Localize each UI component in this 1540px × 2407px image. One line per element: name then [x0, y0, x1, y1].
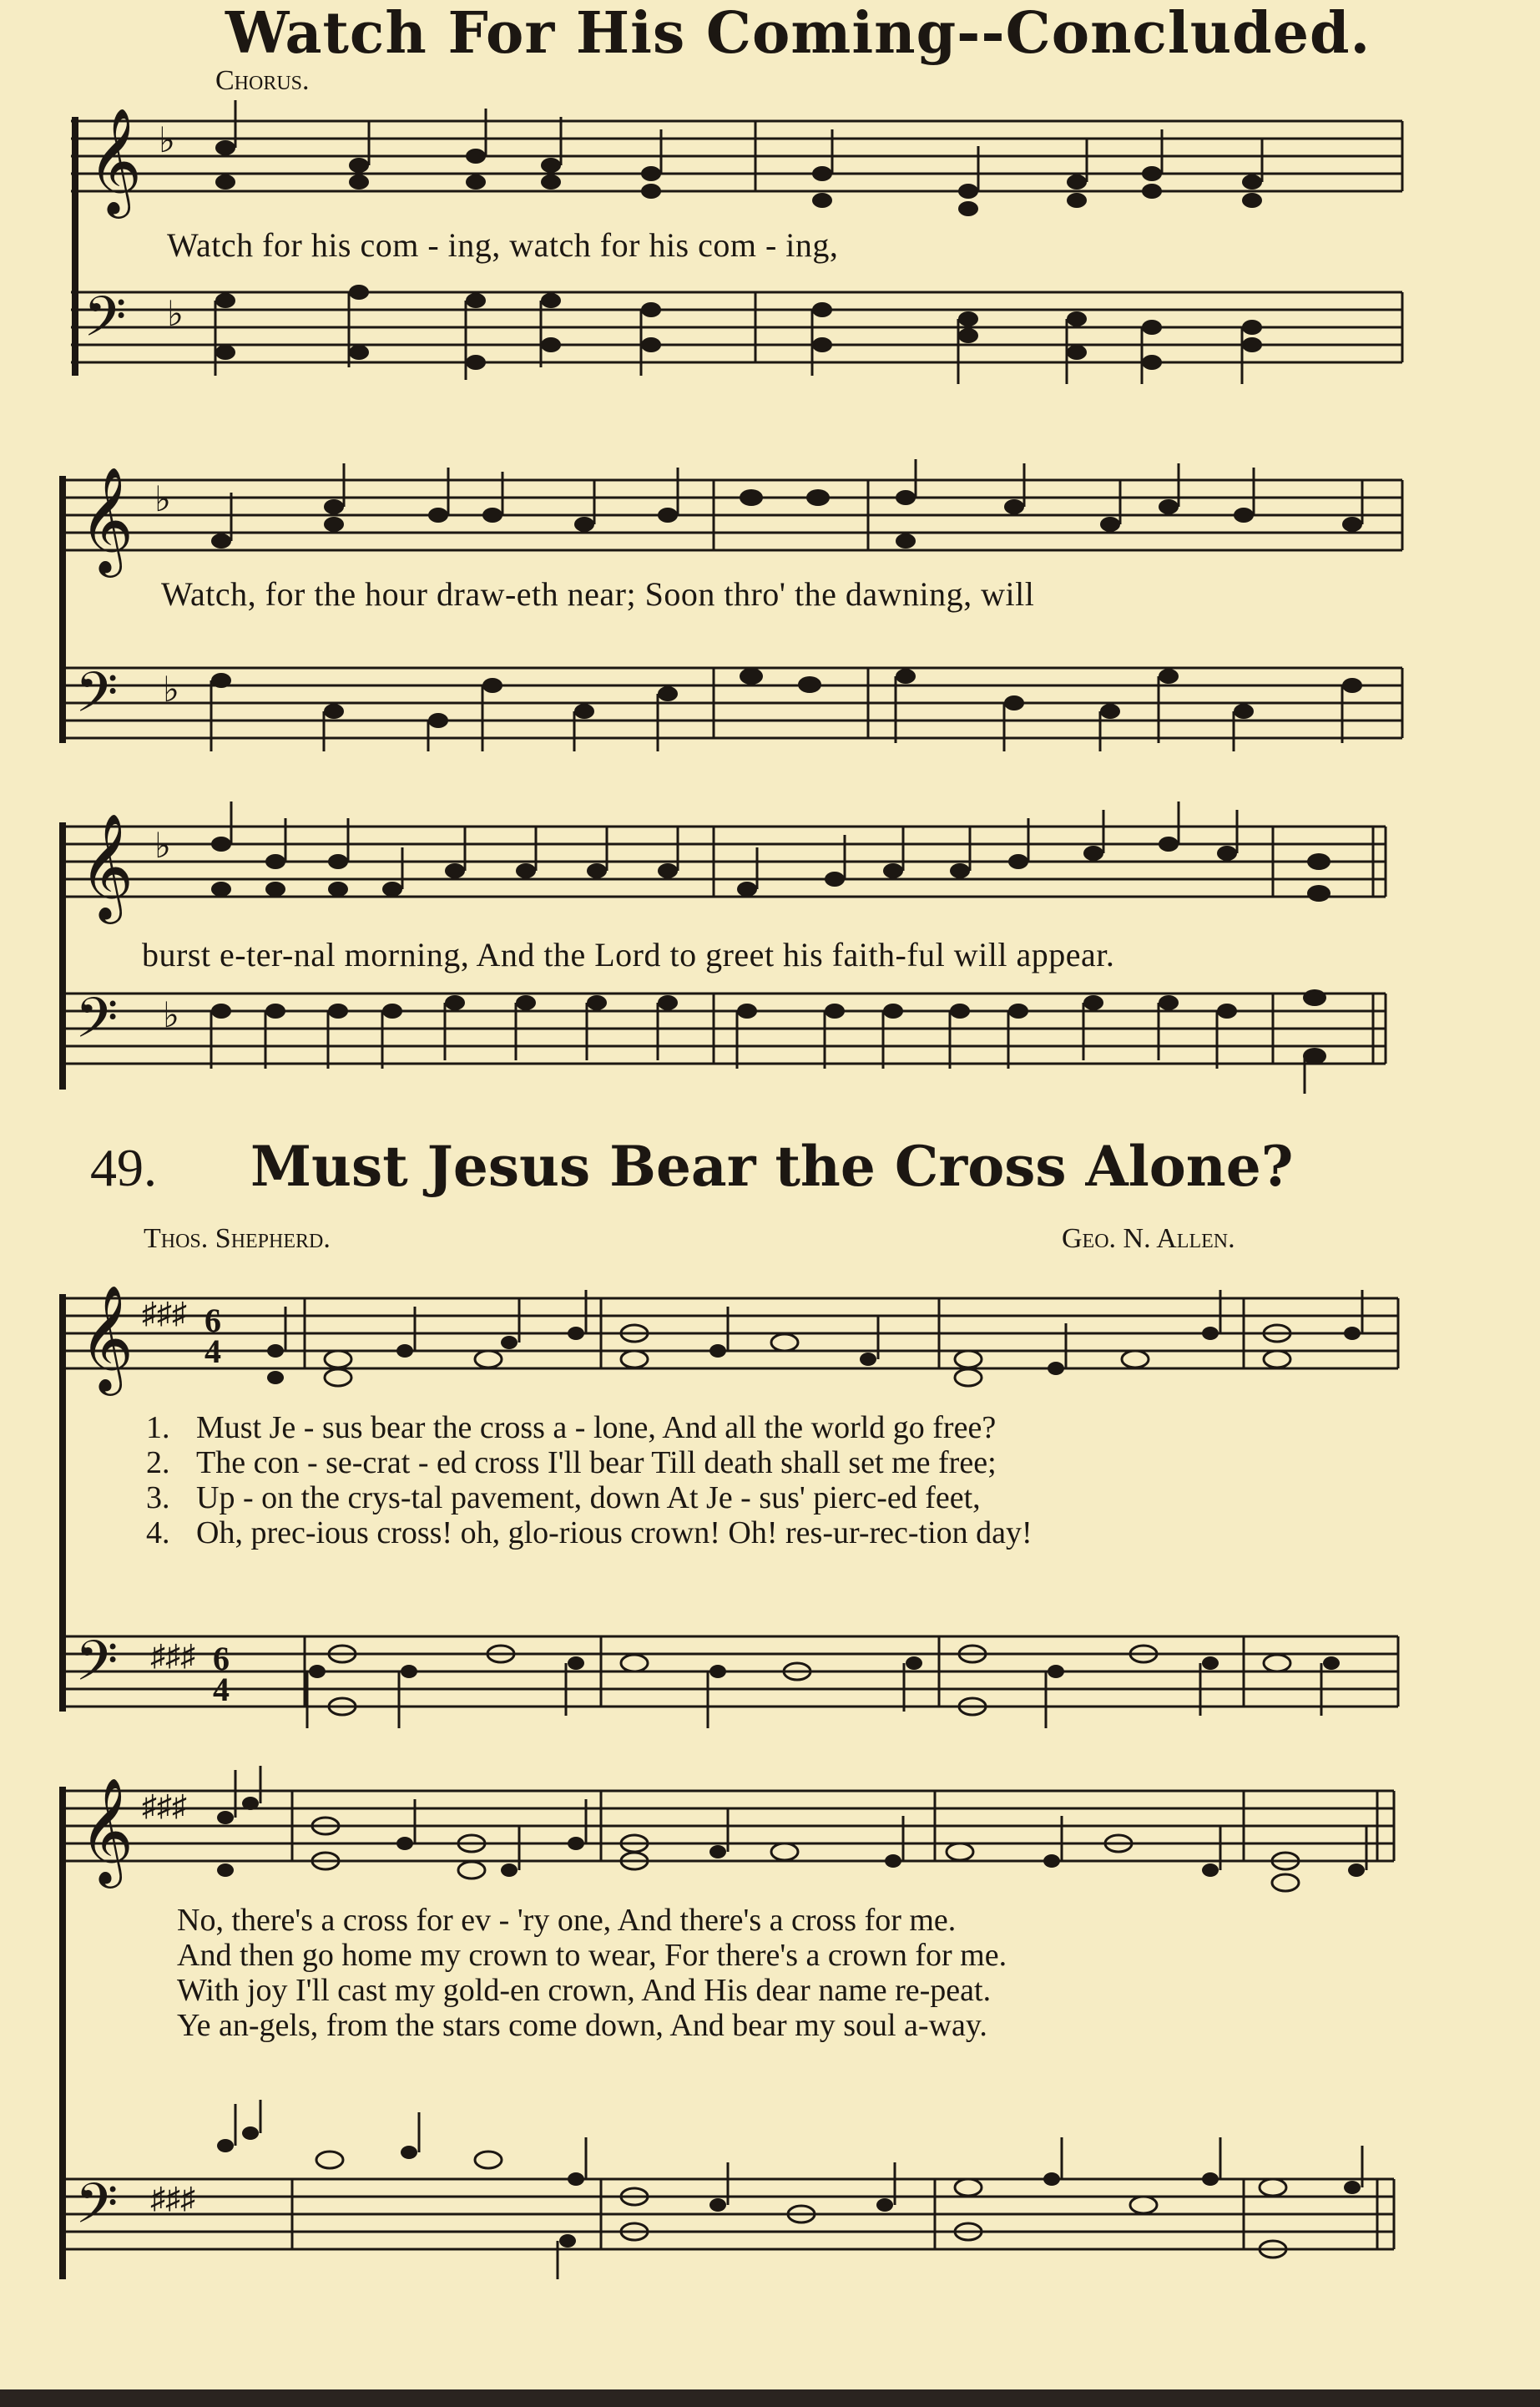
- svg-text:𝄢: 𝄢: [83, 285, 127, 362]
- verse-1-line-2: No, there's a cross for ev - 'ry one, And there's a cross for me.: [177, 1903, 957, 1938]
- svg-text:𝄞: 𝄞: [79, 466, 134, 573]
- svg-text:♯♯♯: ♯♯♯: [142, 1789, 187, 1823]
- svg-text:6: 6: [213, 1640, 230, 1677]
- svg-text:♭: ♭: [159, 122, 175, 160]
- chorus-lyric-line-1: Watch for his com - ing, watch for his com - ing,: [167, 226, 839, 264]
- verse-2-line-2: And then go home my crown to wear, For there's a crown for me.: [177, 1938, 1007, 1973]
- svg-text:𝄢: 𝄢: [75, 2172, 119, 2249]
- page-bottom-edge: [0, 2389, 1540, 2407]
- verse-1-line-1: 1. Must Je - sus bear the cross a - lone, And all the world go free?: [146, 1410, 997, 1445]
- score-system-1: [0, 100, 1540, 384]
- svg-text:𝄢: 𝄢: [75, 1629, 119, 1707]
- svg-text:𝄞: 𝄞: [79, 1284, 134, 1391]
- verse-4-line-1: 4. Oh, prec-ious cross! oh, glo-rious crown! Oh! res-ur-rec-tion day!: [146, 1515, 1033, 1550]
- svg-text:♯♯♯: ♯♯♯: [142, 1297, 187, 1330]
- svg-text:♭: ♭: [163, 671, 179, 710]
- hymn-title-must-jesus-bear-the-cross: Must Jesus Bear the Cross Alone?: [250, 1134, 1294, 1199]
- svg-text:♯♯♯: ♯♯♯: [150, 2182, 195, 2215]
- svg-text:𝄞: 𝄞: [88, 107, 143, 214]
- chorus-label: Chorus.: [215, 65, 310, 96]
- composer-credit: Geo. N. Allen.: [1062, 1223, 1235, 1254]
- score-system-5: [0, 1753, 1540, 2279]
- svg-text:𝄢: 𝄢: [75, 660, 119, 738]
- lyricist-credit: Thos. Shepherd.: [144, 1223, 331, 1254]
- hymn-number: 49.: [90, 1138, 157, 1197]
- score-system-2: [0, 442, 1540, 751]
- svg-text:♯♯♯: ♯♯♯: [150, 1639, 195, 1672]
- svg-text:𝄞: 𝄞: [79, 812, 134, 919]
- svg-text:♭: ♭: [154, 827, 171, 866]
- verse-3-line-1: 3. Up - on the crys-tal pavement, down At Je - sus' pierc-ed feet,: [146, 1480, 981, 1515]
- svg-text:6: 6: [204, 1302, 221, 1339]
- svg-text:♭: ♭: [167, 296, 184, 334]
- svg-text:♭: ♭: [154, 481, 171, 519]
- svg-text:4: 4: [213, 1671, 230, 1708]
- hymn-title-watch-for-his-coming: Watch For His Coming--Concluded.: [225, 0, 1371, 67]
- svg-text:♭: ♭: [163, 997, 179, 1035]
- verse-4-line-2: Ye an-gels, from the stars come down, And bear my soul a-way.: [177, 2008, 987, 2043]
- chorus-lyric-line-2: Watch, for the hour draw-eth near; Soon thro' the dawning, will: [161, 575, 1035, 613]
- svg-text:𝄞: 𝄞: [79, 1777, 134, 1884]
- score-system-3: [0, 789, 1540, 1098]
- score-system-4: [0, 1261, 1540, 1737]
- verse-2-line-1: 2. The con - se-crat - ed cross I'll bear Till death shall set me free;: [146, 1445, 997, 1480]
- verse-3-line-2: With joy I'll cast my gold-en crown, And His dear name re-peat.: [177, 1973, 992, 2008]
- chorus-lyric-line-3: burst e-ter-nal morning, And the Lord to greet his faith-ful will appear.: [142, 936, 1115, 973]
- svg-text:𝄢: 𝄢: [75, 986, 119, 1064]
- svg-text:4: 4: [204, 1332, 221, 1370]
